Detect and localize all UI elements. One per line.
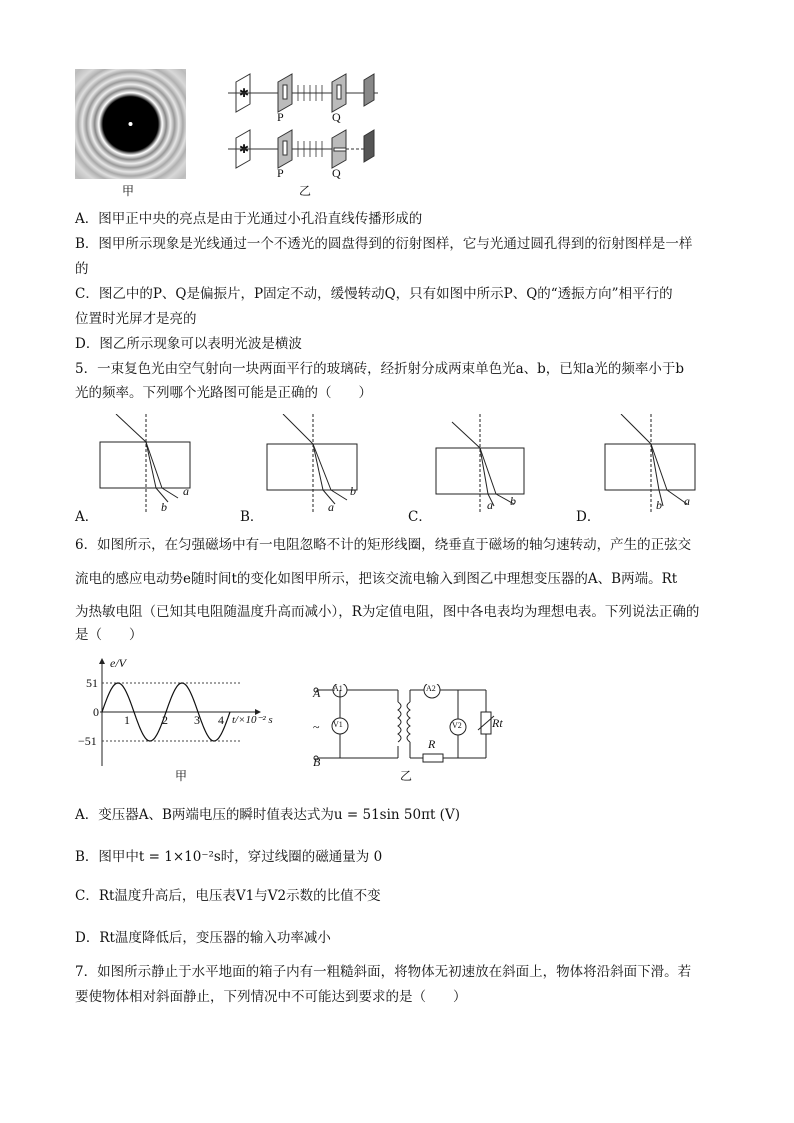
q6-option-c: C．Rt温度升高后，电压表V1与V2示数的比值不变: [75, 888, 381, 904]
q6-circuit-terminal-a: A: [313, 686, 321, 700]
polarizer-q-label-2: Q: [332, 166, 341, 180]
q5-c-ray-b: b: [510, 494, 516, 508]
figure-yi-polarizers: [228, 70, 388, 185]
q6-graph-origin: 0: [93, 705, 99, 719]
q6-graph-ylabel: e/V: [110, 656, 126, 670]
q6-stem-1: 6．如图所示，在匀强磁场中有一电阻忽略不计的矩形线圈，绕垂直于磁场的轴匀速转动，产生的正弦交: [75, 537, 692, 553]
q6-circuit-yi: [310, 684, 510, 774]
q5-a-ray-b: b: [161, 500, 167, 514]
figure-yi-caption: 乙: [299, 184, 312, 198]
q5-option-d-label: D．: [576, 509, 601, 525]
polarizer-p-label-2: P: [277, 166, 284, 180]
q6-graph-xtick-1: 1: [124, 713, 130, 727]
q5-diagram-c: [434, 414, 534, 514]
q6-graph-xtick-2: 2: [162, 713, 168, 727]
q6-circuit-voltmeter-v2: V2: [452, 721, 462, 730]
q4-option-d: D．图乙所示现象可以表明光波是横波: [75, 336, 302, 352]
q6-circuit-caption: 乙: [400, 769, 413, 783]
q6-graph-xlabel: t/×10⁻² s: [232, 714, 273, 726]
q5-stem-2: 光的频率。下列哪个光路图可能是正确的（ ）: [75, 385, 372, 401]
q6-graph-xtick-3: 3: [194, 713, 200, 727]
q4-option-b-cont: 的: [75, 261, 89, 277]
q5-c-ray-a: a: [487, 498, 493, 512]
q4-option-a: A．图甲正中央的亮点是由于光通过小孔沿直线传播形成的: [75, 211, 423, 227]
q4-option-b: B．图甲所示现象是光线通过一个不透光的圆盘得到的衍射图样，它与光通过圆孔得到的衍射图样是一样: [75, 236, 693, 252]
q4-option-c: C．图乙中的P、Q是偏振片，P固定不动，缓慢转动Q，只有如图中所示P、Q的“透振方向”相平行的: [75, 286, 673, 302]
q5-diagram-a: [98, 414, 198, 514]
q5-diagram-b: [265, 414, 365, 514]
q6-graph-caption: 甲: [175, 769, 188, 783]
q6-option-d: D．Rt温度降低后，变压器的输入功率减小: [75, 930, 331, 946]
q7-stem-2: 要使物体相对斜面静止，下列情况中不可能达到要求的是（ ）: [75, 989, 467, 1005]
q6-graph-xtick-4: 4: [218, 713, 224, 727]
q6-option-b: B．图甲中t = 1×10⁻²s时，穿过线圈的磁通量为 0: [75, 849, 383, 865]
q6-circuit-resistor-r: R: [428, 737, 436, 751]
q5-d-ray-b: b: [656, 498, 662, 512]
q5-d-ray-a: a: [684, 494, 690, 508]
polarizer-q-label-1: Q: [332, 110, 341, 124]
polarizer-p-label-1: P: [277, 110, 284, 124]
q6-circuit-ammeter-a2: A2: [426, 684, 436, 693]
q6-stem-4: 是（ ）: [75, 627, 143, 643]
q5-option-b-label: B．: [240, 509, 264, 525]
q6-circuit-terminal-b: B: [313, 755, 321, 769]
q4-option-c-cont: 位置时光屏才是亮的: [75, 311, 197, 327]
q5-a-ray-a: a: [183, 484, 189, 498]
q5-option-c-label: C．: [408, 509, 432, 525]
q7-stem-1: 7．如图所示静止于水平地面的箱子内有一粗糙斜面，将物体无初速放在斜面上，物体将沿斜面下滑。若: [75, 964, 692, 980]
q6-circuit-voltmeter-v1: V1: [333, 720, 343, 729]
q5-b-ray-a: a: [328, 500, 334, 514]
svg-text:✱: ✱: [239, 86, 250, 100]
q5-option-a-label: A．: [75, 509, 99, 525]
q6-option-a: A．变压器A、B两端电压的瞬时值表达式为u = 51sin 50πt (V): [75, 807, 460, 823]
q6-stem-3: 为热敏电阻（已知其电阻随温度升高而减小），R为定值电阻，图中各电表均为理想电表。下列说法正确的: [75, 604, 700, 620]
q6-circuit-ammeter-a1: A1: [333, 684, 343, 693]
q6-stem-2: 流电的感应电动势e随时间t的变化如图甲所示，把该交流电输入到图乙中理想变压器的A、B两端。Rt: [75, 571, 678, 587]
svg-text:✱: ✱: [239, 142, 250, 156]
q5-b-ray-b: b: [350, 484, 356, 498]
q6-circuit-ac-symbol: ~: [313, 720, 320, 734]
q6-graph-ymax: 51: [86, 676, 98, 690]
figure-jia-diffraction: [75, 69, 186, 179]
figure-jia-caption: 甲: [122, 184, 135, 198]
q6-graph-ymin: −51: [78, 734, 97, 748]
q5-stem-1: 5．一束复色光由空气射向一块两面平行的玻璃砖，经折射分成两束单色光a、b，已知a光的频率小于b: [75, 361, 684, 377]
q6-circuit-thermistor-rt: Rt: [492, 716, 503, 730]
